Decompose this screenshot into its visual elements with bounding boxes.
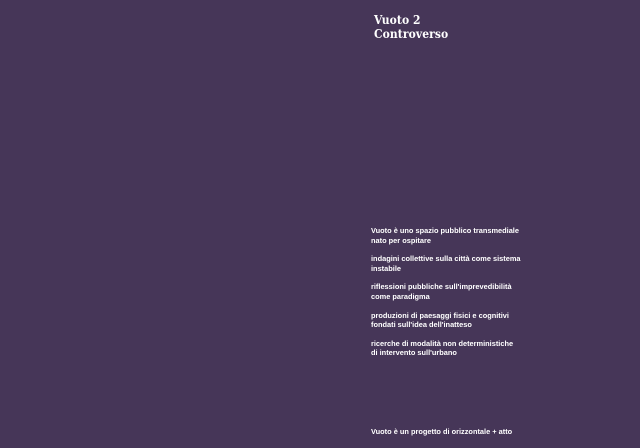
description-paragraph: ricerche di modalità non deterministiche di intervento sull'urbano: [371, 338, 514, 358]
footer-credit: Vuoto è un progetto di orizzontale + atto: [371, 427, 513, 436]
title-line-1: Vuoto 2: [374, 12, 421, 27]
description-paragraph: Vuoto è uno spazio pubblico transmediale nato per ospitare: [371, 226, 519, 245]
description-paragraph: riflessioni pubbliche sull'imprevedibilità come paradigma: [371, 282, 512, 301]
description-paragraph: produzioni di paesaggi fisici e cognitivi fondati sull'idea dell'inatteso: [371, 310, 509, 330]
page-title: [374, 13, 574, 41]
description: [371, 226, 561, 367]
description-paragraph: indagini collettive sulla città come sistema instabile: [371, 254, 521, 273]
title-line-2: Controverso: [374, 26, 449, 41]
